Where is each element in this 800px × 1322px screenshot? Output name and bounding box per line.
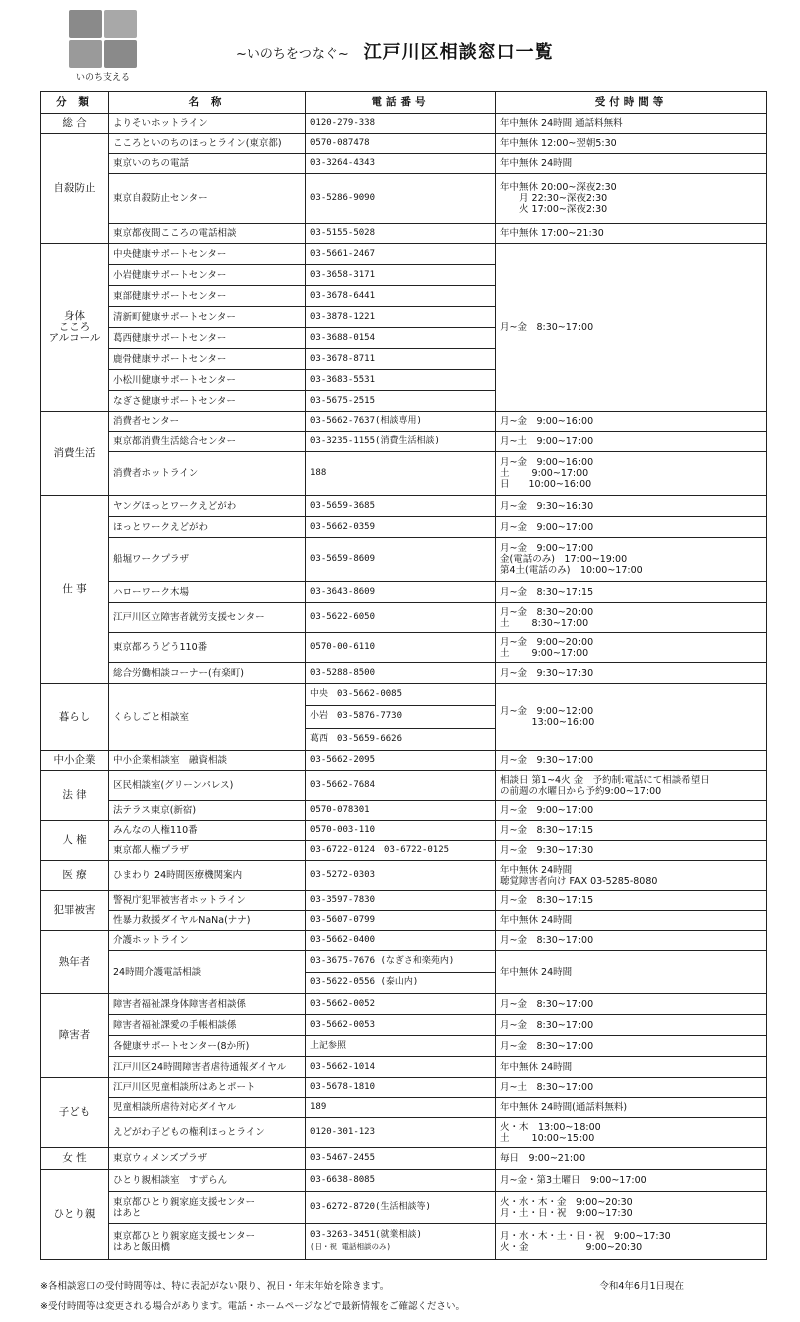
phone-number: 03-5662-7637(相談専用) (310, 416, 422, 426)
hours-cell: 年中無休 12:00~翌朝5:30 (496, 134, 767, 154)
phone-cell (306, 751, 496, 771)
phone-cell (306, 1224, 496, 1260)
name-cell: 東京ウィメンズプラザ (109, 1148, 306, 1170)
phone-cell (306, 633, 496, 663)
hours-cell: 年中無休 24時間 (496, 1057, 767, 1078)
hours-cell: 月~金 8:30~17:00 (496, 244, 767, 412)
hours-cell: 月~金 9:30~17:00 (496, 751, 767, 771)
phone-cell (306, 114, 496, 134)
name-cell: 障害者福祉課身体障害者相談係 (109, 994, 306, 1015)
name-cell: 中小企業相談室 融資相談 (109, 751, 306, 771)
phone-number: 03-3678-8711 (310, 353, 376, 364)
phone-cell (306, 134, 496, 154)
hours-cell: 月~土 9:00~17:00 (496, 432, 767, 452)
phone-cell (306, 432, 496, 452)
name-cell: 東京都ひとり親家庭支援センター はあと飯田橋 (109, 1224, 306, 1260)
name-cell: ひまわり 24時間医療機関案内 (109, 861, 306, 891)
hours-cell: 月~金・第3土曜日 9:00~17:00 (496, 1170, 767, 1192)
phone-cell (306, 951, 496, 994)
phone-cell (306, 931, 496, 951)
phone-number: 03-3658-3171 (310, 269, 376, 280)
phone-number: 03-5467-2455 (310, 1153, 376, 1163)
table-row (41, 114, 767, 134)
phone-number: 03-5622-6050 (310, 612, 376, 622)
footer-note-1: ※各相談窓口の受付時間等は、特に表記がない限り、祝日・年末年始を除きます。 (40, 1281, 390, 1292)
name-cell: 東部健康サポートセンター (109, 286, 306, 307)
phone-number: 03-5607-0799 (310, 915, 376, 925)
table-row (41, 1118, 767, 1148)
hours-cell: 月~土 8:30~17:00 (496, 1078, 767, 1098)
hours-cell: 年中無休 17:00~21:30 (496, 224, 767, 244)
hours-cell: 毎日 9:00~21:00 (496, 1148, 767, 1170)
table-row (41, 244, 767, 265)
name-cell: ヤングほっとワークえどがわ (109, 496, 306, 517)
phone-cell (306, 538, 496, 582)
hours-cell: 月~金 9:00~17:00 金(電話のみ) 17:00~19:00 第4土(電話のみ) 10:00~17:00 (496, 538, 767, 582)
hours-cell: 月~金 8:30~20:00 土 8:30~17:00 (496, 603, 767, 633)
phone-cell (306, 821, 496, 841)
table-row (41, 821, 767, 841)
phone-cell (306, 801, 496, 821)
phone-number: 0570-087478 (310, 138, 370, 148)
table-row (41, 633, 767, 663)
hours-cell: 火・水・木・金 9:00~20:30 月・土・日・祝 9:00~17:30 (496, 1192, 767, 1224)
hours-cell: 年中無休 24時間 通話料無料 (496, 114, 767, 134)
hours-cell: 月~金 9:00~12:00 13:00~16:00 (496, 684, 767, 751)
phone-cell (306, 174, 496, 224)
category-cell: 身体 こころ アルコール (41, 244, 109, 412)
category-cell: 人 権 (41, 821, 109, 861)
phone-number: 03-5286-9090 (310, 193, 376, 203)
table-row (41, 771, 767, 801)
header-name: 名 称 (109, 92, 306, 114)
phone-cell (306, 1118, 496, 1148)
phone-cell (306, 154, 496, 174)
category-cell: 子ども (41, 1078, 109, 1148)
hours-cell: 月~金 8:30~17:00 (496, 1015, 767, 1036)
logo (66, 10, 140, 82)
name-cell: 性暴力救援ダイヤルNaNa(ナナ) (109, 911, 306, 931)
logo-mark (69, 10, 137, 68)
phone-number: 小岩 03-5876-7730 (306, 706, 495, 729)
phone-cell (306, 496, 496, 517)
table-row (41, 911, 767, 931)
phone-number: 葛西 03-5659-6626 (306, 728, 495, 750)
name-cell: 江戸川区24時間障害者虐待通報ダイヤル (109, 1057, 306, 1078)
category-cell: 自殺防止 (41, 134, 109, 244)
footer-date: 令和4年6月1日現在 (599, 1281, 684, 1292)
table-row (41, 496, 767, 517)
table-row (41, 891, 767, 911)
phone-number: 03-3675-7676 (なぎさ和楽苑内) (310, 955, 455, 966)
phone-cell (306, 349, 496, 370)
hours-cell: 年中無休 24時間 聴覚障害者向け FAX 03-5285-8080 (496, 861, 767, 891)
phone-number: 0570-003-110 (310, 825, 376, 835)
category-cell: 中小企業 (41, 751, 109, 771)
phone-number: 03-6272-8720(生活相談等) (310, 1202, 431, 1212)
name-cell: 東京自殺防止センター (109, 174, 306, 224)
phone-cell (306, 412, 496, 432)
phone-number: 03-5662-2095 (310, 755, 376, 765)
phone-number: 03-5155-5028 (310, 228, 376, 238)
table-row (41, 538, 767, 582)
name-cell: 東京都ろうどう110番 (109, 633, 306, 663)
phone-cell (306, 370, 496, 391)
table-row (41, 1078, 767, 1098)
table-row (41, 951, 767, 994)
table-row (41, 1148, 767, 1170)
hours-cell: 月~金 8:30~17:15 (496, 821, 767, 841)
name-cell: 消費者ホットライン (109, 452, 306, 496)
phone-number: 189 (310, 1102, 327, 1112)
name-cell: くらしごと相談室 (109, 684, 306, 751)
phone-number: 0570-00-6110 (310, 642, 376, 652)
category-cell: 熟年者 (41, 931, 109, 994)
hours-cell: 月~金 8:30~17:15 (496, 582, 767, 603)
phone-cell (306, 582, 496, 603)
name-cell: 東京いのちの電話 (109, 154, 306, 174)
table-row (41, 751, 767, 771)
phone-number: 03-5662-7684 (310, 780, 376, 790)
name-cell: 小松川健康サポートセンター (109, 370, 306, 391)
table-row (41, 134, 767, 154)
table-row (41, 1170, 767, 1192)
phone-cell (306, 452, 496, 496)
name-cell: 障害者福祉課愛の手帳相談係 (109, 1015, 306, 1036)
phone-cell (306, 603, 496, 633)
table-row (41, 517, 767, 538)
hours-cell: 年中無休 24時間 (496, 951, 767, 994)
table-row (41, 861, 767, 891)
phone-cell (306, 1098, 496, 1118)
phone-cell (306, 286, 496, 307)
name-cell: 24時間介護電話相談 (109, 951, 306, 994)
category-cell: 総 合 (41, 114, 109, 134)
hours-cell: 月~金 9:00~20:00 土 9:00~17:00 (496, 633, 767, 663)
phone-cell (306, 224, 496, 244)
hours-cell: 月~金 8:30~17:00 (496, 1036, 767, 1057)
name-cell: 児童相談所虐待対応ダイヤル (109, 1098, 306, 1118)
phone-cell (306, 1057, 496, 1078)
name-cell: 東京都消費生活総合センター (109, 432, 306, 452)
table-row (41, 224, 767, 244)
table-row (41, 412, 767, 432)
phone-number: 03-3264-4343 (310, 158, 376, 168)
phone-number: 03-3235-1155(消費生活相談) (310, 436, 440, 446)
phone-number: 03-5675-2515 (310, 395, 376, 406)
name-cell: 消費者センター (109, 412, 306, 432)
category-cell: 暮らし (41, 684, 109, 751)
category-cell: 女 性 (41, 1148, 109, 1170)
category-cell: 消費生活 (41, 412, 109, 496)
hours-cell: 年中無休 24時間 (496, 911, 767, 931)
phone-number: 03-5662-0052 (310, 998, 376, 1009)
hours-cell: 相談日 第1~4火 金 予約制:電話にて相談希望日 の前週の水曜日から予約9:00~17:00 (496, 771, 767, 801)
phone-number: 03-5659-3685 (310, 500, 376, 511)
name-cell: なぎさ健康サポートセンター (109, 391, 306, 412)
table-row (41, 801, 767, 821)
category-cell: 医 療 (41, 861, 109, 891)
name-cell: 東京都ひとり親家庭支援センター はあと (109, 1192, 306, 1224)
table-row (41, 1057, 767, 1078)
phone-number: 03-5678-1810 (310, 1082, 376, 1092)
phone-cell (306, 265, 496, 286)
name-cell: ハローワーク木場 (109, 582, 306, 603)
name-cell: 東京都夜間こころの電話相談 (109, 224, 306, 244)
title-main: 江戸川区相談窓口一覧 (363, 42, 554, 63)
name-cell: 江戸川区立障害者就労支援センター (109, 603, 306, 633)
hours-cell: 月~金 9:00~17:00 (496, 517, 767, 538)
table-row (41, 154, 767, 174)
phone-number: 03-3643-8609 (310, 586, 376, 597)
name-cell: ひとり親相談室 すずらん (109, 1170, 306, 1192)
name-cell: 介護ホットライン (109, 931, 306, 951)
phone-cell (306, 684, 496, 751)
table-row (41, 1098, 767, 1118)
hours-cell: 月・水・木・土・日・祝 9:00~17:30 火・金 9:00~20:30 (496, 1224, 767, 1260)
name-cell: 法テラス東京(新宿) (109, 801, 306, 821)
phone-number: 188 (310, 468, 327, 478)
phone-number: 03-3878-1221 (310, 311, 376, 322)
phone-number: 03-3263-3451(就業相談) (310, 1230, 422, 1240)
hours-cell: 年中無休 24時間 (496, 154, 767, 174)
phone-number: 0120-301-123 (310, 1127, 376, 1137)
name-cell: 小岩健康サポートセンター (109, 265, 306, 286)
phone-cell (306, 1015, 496, 1036)
name-cell: 船堀ワークプラザ (109, 538, 306, 582)
phone-cell (306, 663, 496, 684)
name-cell: 区民相談室(グリーンパレス) (109, 771, 306, 801)
phone-number: 03-6722-0124 03-6722-0125 (310, 845, 450, 855)
phone-number: 0120-279-338 (310, 118, 376, 128)
phone-cell (306, 1036, 496, 1057)
phone-cell (306, 994, 496, 1015)
name-cell: えどがわ子どもの権利ほっとライン (109, 1118, 306, 1148)
logo-caption: いのち支える (75, 73, 130, 83)
phone-number: 上記参照 (310, 1040, 347, 1051)
phone-number: 03-5661-2467 (310, 248, 376, 259)
table-row (41, 684, 767, 751)
phone-number: 03-5272-0303 (310, 870, 376, 880)
name-cell: 東京都人権プラザ (109, 841, 306, 861)
table-row (41, 603, 767, 633)
name-cell: 中央健康サポートセンター (109, 244, 306, 265)
name-cell: ほっとワークえどがわ (109, 517, 306, 538)
phone-cell (306, 307, 496, 328)
name-cell: 葛西健康サポートセンター (109, 328, 306, 349)
hours-cell: 年中無休 24時間(通話料無料) (496, 1098, 767, 1118)
category-cell: 障害者 (41, 994, 109, 1078)
phone-cell (306, 244, 496, 265)
table-row (41, 1015, 767, 1036)
phone-cell (306, 1148, 496, 1170)
phone-cell (306, 1078, 496, 1098)
name-cell: よりそいホットライン (109, 114, 306, 134)
phone-list (306, 684, 495, 750)
hours-cell: 月~金 9:00~16:00 土 9:00~17:00 日 10:00~16:00 (496, 452, 767, 496)
name-cell: 総合労働相談コーナー(有楽町) (109, 663, 306, 684)
consultation-table (40, 91, 767, 1260)
phone-cell (306, 1170, 496, 1192)
name-cell: 警視庁犯罪被害者ホットライン (109, 891, 306, 911)
name-cell: 各健康サポートセンター(8か所) (109, 1036, 306, 1057)
category-cell: 法 律 (41, 771, 109, 821)
hours-cell: 月~金 8:30~17:00 (496, 994, 767, 1015)
table-row (41, 582, 767, 603)
name-cell: こころといのちのほっとライン(東京都) (109, 134, 306, 154)
phone-note: (日・祝 電話相談のみ) (310, 1242, 392, 1251)
phone-cell (306, 891, 496, 911)
phone-cell (306, 391, 496, 412)
phone-list (306, 951, 495, 993)
category-cell: ひとり親 (41, 1170, 109, 1260)
table-row (41, 841, 767, 861)
header-category: 分 類 (41, 92, 109, 114)
hours-cell: 年中無休 20:00~深夜2:30 月 22:30~深夜2:30 火 17:00~深夜2:30 (496, 174, 767, 224)
phone-cell (306, 911, 496, 931)
phone-number: 0570-078301 (310, 805, 370, 815)
phone-number: 03-5662-1014 (310, 1061, 376, 1072)
title-prefix: ~いのちをつなぐ~ (236, 47, 349, 62)
phone-cell (306, 771, 496, 801)
phone-cell (306, 517, 496, 538)
phone-cell (306, 861, 496, 891)
table-row (41, 663, 767, 684)
page-title (236, 38, 554, 64)
name-cell: 鹿骨健康サポートセンター (109, 349, 306, 370)
phone-number: 03-3678-6441 (310, 290, 376, 301)
phone-number: 03-5662-0053 (310, 1019, 376, 1030)
table-row (41, 994, 767, 1015)
category-cell: 仕 事 (41, 496, 109, 684)
table-header-row (41, 92, 767, 114)
phone-cell (306, 841, 496, 861)
hours-cell: 月~金 8:30~17:00 (496, 931, 767, 951)
table-row (41, 931, 767, 951)
hours-cell: 火・木 13:00~18:00 土 10:00~15:00 (496, 1118, 767, 1148)
footer-note-2: ※受付時間等は変更される場合があります。電話・ホームページなどで最新情報をご確認ください。 (40, 1301, 466, 1312)
table-row (41, 432, 767, 452)
phone-cell (306, 1192, 496, 1224)
phone-number: 03-5662-0400 (310, 935, 376, 945)
hours-cell: 月~金 9:30~17:30 (496, 663, 767, 684)
hours-cell: 月~金 9:30~16:30 (496, 496, 767, 517)
header-hours: 受付時間等 (496, 92, 767, 114)
phone-number: 03-3688-0154 (310, 332, 376, 343)
name-cell: みんなの人権110番 (109, 821, 306, 841)
phone-number: 03-6638-8085 (310, 1175, 376, 1185)
table-row (41, 174, 767, 224)
table-row (41, 1192, 767, 1224)
table-row (41, 1224, 767, 1260)
table-row (41, 1036, 767, 1057)
category-cell: 犯罪被害 (41, 891, 109, 931)
phone-number: 03-5622-0556 (泰山内) (306, 972, 495, 993)
phone-number: 03-3597-7830 (310, 895, 376, 905)
header-phone: 電話番号 (306, 92, 496, 114)
phone-cell (306, 328, 496, 349)
phone-number: 03-5659-8609 (310, 554, 376, 564)
phone-number: 03-5662-0359 (310, 521, 376, 532)
phone-number: 中央 03-5662-0085 (310, 689, 403, 700)
phone-number: 03-5288-8500 (310, 667, 376, 678)
hours-cell: 月~金 9:30~17:30 (496, 841, 767, 861)
phone-number: 03-3683-5531 (310, 374, 376, 385)
hours-cell: 月~金 8:30~17:15 (496, 891, 767, 911)
name-cell: 江戸川区児童相談所はあとポート (109, 1078, 306, 1098)
hours-cell: 月~金 9:00~16:00 (496, 412, 767, 432)
name-cell: 清新町健康サポートセンター (109, 307, 306, 328)
hours-cell: 月~金 9:00~17:00 (496, 801, 767, 821)
table-row (41, 452, 767, 496)
